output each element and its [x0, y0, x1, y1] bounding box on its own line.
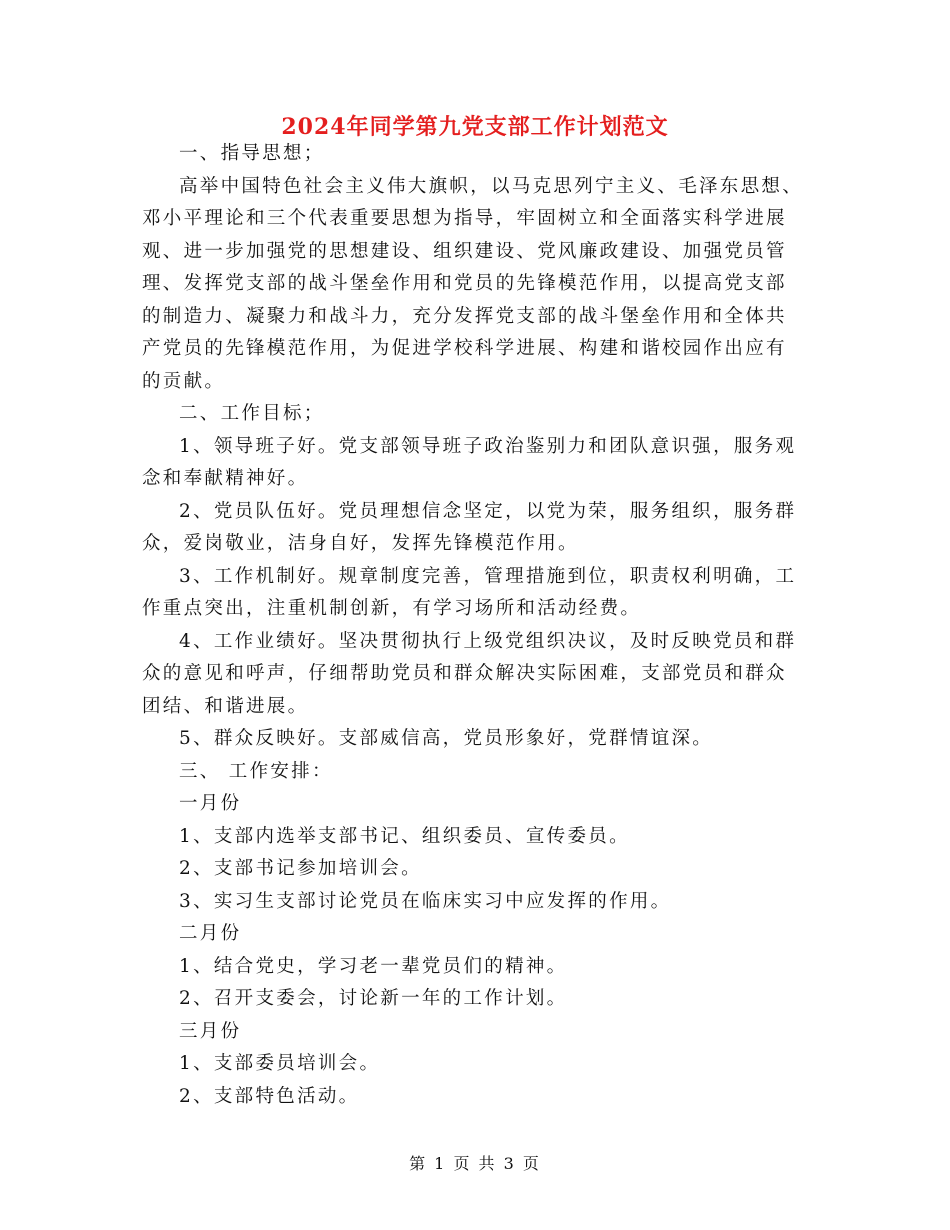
january-item-1: 1、支部内选举支部书记、组织委员、宣传委员。: [179, 825, 630, 847]
paragraph-guiding-ideology: 高举中国特色社会主义伟大旗帜，以马克思列宁主义、毛泽东思想、邓小平理论和三个代表重要思想为指导，牢固树立和全面落实科学进展观、进一步加强党的思想建设、组织建设、党风廉政建设、加强党员管理、发挥党支部的战斗堡垒作用和党员的先锋模范作用，以提高党支部的制造力、凝聚力和战斗力，充分发挥党支部的战斗堡垒作用和全体共产党员的先锋模范作用，为促进学校科学进展、构建和谐校园作出应有的贡献。: [142, 175, 804, 392]
month-heading-february: 二月份: [179, 923, 242, 944]
january-item-3: 3、实习生支部讨论党员在临床实习中应发挥的作用。: [179, 890, 672, 912]
document-title: 2024年同学第九党支部工作计划范文: [281, 114, 669, 140]
section-heading-work-arrangement: 三、 工作安排：: [179, 760, 333, 782]
february-item-2: 2、召开支委会，讨论新一年的工作计划。: [179, 988, 568, 1009]
section-heading-work-goals: 二、工作目标；: [179, 403, 325, 424]
page-footer: [0, 1150, 950, 1178]
month-heading-march: 三月份: [179, 1020, 242, 1042]
march-item-2: 2、支部特色活动。: [179, 1085, 360, 1107]
february-item-1: 1、结合党史，学习老一辈党员们的精神。: [179, 955, 568, 977]
goal-item-5: 5、群众反映好。支部威信高，党员形象好，党群情谊深。: [179, 728, 714, 749]
page-number: 第 1 页 共 3 页: [409, 1154, 541, 1173]
january-item-2: 2、支部书记参加培训会。: [179, 858, 422, 879]
goal-item-1: 1、领导班子好。党支部领导班子政治鉴别力和团队意识强，服务观念和奉献精神好。: [142, 435, 797, 489]
document-body: [142, 138, 804, 1113]
goal-item-3: 3、工作机制好。规章制度完善，管理措施到位，职责权利明确，工作重点突出，注重机制创新，有学习场所和活动经费。: [142, 565, 797, 619]
goal-item-2: 2、党员队伍好。党员理想信念坚定，以党为荣，服务组织，服务群众，爱岗敬业，洁身自好，发挥先锋模范作用。: [142, 500, 797, 554]
month-heading-january: 一月份: [179, 793, 242, 814]
march-item-1: 1、支部委员培训会。: [179, 1053, 381, 1074]
section-heading-guiding-ideology: 一、指导思想；: [179, 143, 325, 164]
goal-item-4: 4、工作业绩好。坚决贯彻执行上级党组织决议，及时反映党员和群众的意见和呼声，仔细帮助党员和群众解决实际困难，支部党员和群众团结、和谐进展。: [142, 630, 797, 717]
